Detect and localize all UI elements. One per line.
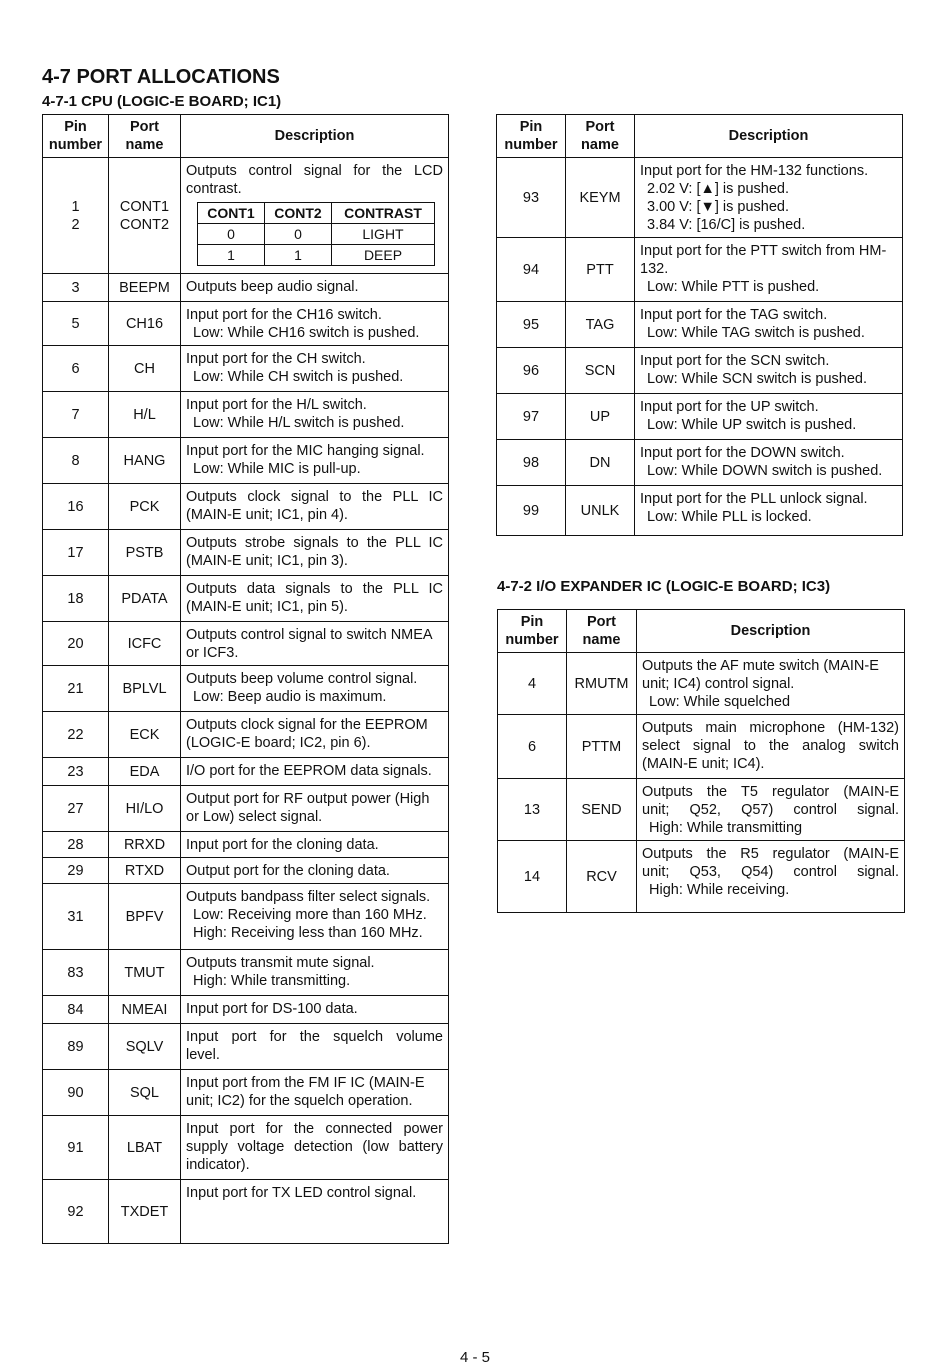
port-name-cell: UNLK <box>566 486 635 536</box>
port-name-header: Port name <box>567 610 637 653</box>
pin-number-cell: 21 <box>43 666 109 712</box>
description-cell: Outputs data signals to the PLL IC (MAIN-E unit; IC1, pin 5). <box>181 576 449 622</box>
contrast-header: CONT2 <box>265 203 332 224</box>
port-name-cell: HI/LO <box>109 786 181 832</box>
pin-number-cell: 6 <box>43 346 109 392</box>
port-name-cell: BPLVL <box>109 666 181 712</box>
pin-number-cell: 8 <box>43 438 109 484</box>
description-cell: Input port for the TAG switch. Low: While TAG switch is pushed. <box>635 302 903 348</box>
description-cell: Input port for the connected power supply voltage detection (low battery indicator). <box>181 1116 449 1180</box>
port-name-cell: SQL <box>109 1070 181 1116</box>
description-cell: Output port for the cloning data. <box>181 858 449 884</box>
description-cell: Input port for the HM-132 functions. 2.02 V: [▲] is pushed. 3.00 V: [▼] is pushed. 3.84 V: [16/C] is pushed. <box>635 158 903 238</box>
description-cell: Input port for the PTT switch from HM- 132. Low: While PTT is pushed. <box>635 238 903 302</box>
table-row <box>43 484 449 530</box>
table-row <box>498 841 905 913</box>
description-cell: Input port for the squelch volume level. <box>181 1024 449 1070</box>
port-name-cell: DN <box>566 440 635 486</box>
description-cell: Outputs the R5 regulator (MAIN-E unit; Q53, Q54) control signal. High: While receiving. <box>637 841 905 913</box>
table-row <box>43 858 449 884</box>
table-row <box>43 666 449 712</box>
pin-number-cell: 97 <box>497 394 566 440</box>
pin-number-cell: 92 <box>43 1180 109 1244</box>
table-row <box>498 779 905 841</box>
table-row <box>43 302 449 346</box>
table-row <box>497 238 903 302</box>
port-name-header: Port name <box>566 115 635 158</box>
contrast-cell: 0 <box>265 224 332 245</box>
description-cell: Outputs clock signal for the EEPROM (LOGIC-E board; IC2, pin 6). <box>181 712 449 758</box>
table-row <box>43 996 449 1024</box>
port-name-cell: SEND <box>567 779 637 841</box>
port-name-cell: CH <box>109 346 181 392</box>
contrast-cell: 0 <box>198 224 265 245</box>
pin-number-cell: 14 <box>498 841 567 913</box>
table-row <box>43 950 449 996</box>
description-cell: I/O port for the EEPROM data signals. <box>181 758 449 786</box>
port-name-cell: UP <box>566 394 635 440</box>
pin-number-cell: 3 <box>43 274 109 302</box>
page-heading: 4-7 PORT ALLOCATIONS <box>42 66 280 88</box>
pin-number-cell: 31 <box>43 884 109 950</box>
port-name-cell: H/L <box>109 392 181 438</box>
pin-number-cell: 6 <box>498 715 567 779</box>
cpu-port-table-continued <box>496 114 903 536</box>
table-row <box>43 1116 449 1180</box>
port-name-cell: HANG <box>109 438 181 484</box>
port-name-cell: SCN <box>566 348 635 394</box>
pin-number-header: Pin number <box>497 115 566 158</box>
description-cell: Outputs clock signal to the PLL IC (MAIN-E unit; IC1, pin 4). <box>181 484 449 530</box>
pin-number-cell: 1 2 <box>43 158 109 274</box>
pin-number-cell: 94 <box>497 238 566 302</box>
port-name-cell: TMUT <box>109 950 181 996</box>
port-name-cell: PCK <box>109 484 181 530</box>
description-cell: Output port for RF output power (High or Low) select signal. <box>181 786 449 832</box>
table-row <box>497 486 903 536</box>
pin-number-cell: 90 <box>43 1070 109 1116</box>
table-row <box>43 1024 449 1070</box>
table-row <box>497 158 903 238</box>
table-row <box>43 758 449 786</box>
description-cell: Outputs bandpass filter select signals. Low: Receiving more than 160 MHz. High: Receiving less than 160 MHz. <box>181 884 449 950</box>
pin-number-header: Pin number <box>43 115 109 158</box>
table-row <box>497 440 903 486</box>
contrast-header: CONTRAST <box>332 203 435 224</box>
description-header: Description <box>181 115 449 158</box>
table-row <box>43 1070 449 1116</box>
contrast-cell: DEEP <box>332 245 435 266</box>
port-name-cell: RTXD <box>109 858 181 884</box>
table-row <box>43 712 449 758</box>
cpu-port-table <box>42 114 449 1244</box>
pin-number-cell: 96 <box>497 348 566 394</box>
port-name-cell: PTT <box>566 238 635 302</box>
description-cell: Outputs the AF mute switch (MAIN-E unit; IC4) control signal. Low: While squelched <box>637 653 905 715</box>
pin-number-cell: 99 <box>497 486 566 536</box>
io-expander-table <box>497 609 905 913</box>
table-row <box>497 348 903 394</box>
table-row <box>43 622 449 666</box>
description-cell: Outputs beep volume control signal. Low: Beep audio is maximum. <box>181 666 449 712</box>
description-cell: Outputs beep audio signal. <box>181 274 449 302</box>
description-cell: Input port for the CH16 switch. Low: While CH16 switch is pushed. <box>181 302 449 346</box>
io-section-title: 4-7-2 I/O EXPANDER IC (LOGIC-E BOARD; IC3) <box>497 578 831 595</box>
pin-number-cell: 93 <box>497 158 566 238</box>
description-header: Description <box>635 115 903 158</box>
description-cell: Input port for the UP switch. Low: While UP switch is pushed. <box>635 394 903 440</box>
pin-number-cell: 28 <box>43 832 109 858</box>
pin-number-cell: 16 <box>43 484 109 530</box>
port-name-cell: SQLV <box>109 1024 181 1070</box>
port-name-cell: TAG <box>566 302 635 348</box>
port-name-cell: RRXD <box>109 832 181 858</box>
pin-number-cell: 95 <box>497 302 566 348</box>
description-cell: Input port for the CH switch. Low: While CH switch is pushed. <box>181 346 449 392</box>
table-row <box>498 653 905 715</box>
table-row <box>43 274 449 302</box>
description-cell: Outputs the T5 regulator (MAIN-E unit; Q52, Q57) control signal. High: While transmitting <box>637 779 905 841</box>
table-row <box>43 438 449 484</box>
pin-number-cell: 89 <box>43 1024 109 1070</box>
table-row <box>43 786 449 832</box>
description-cell: Outputs control signal to switch NMEA or ICF3. <box>181 622 449 666</box>
pin-number-cell: 4 <box>498 653 567 715</box>
port-name-cell: PSTB <box>109 530 181 576</box>
table-row <box>43 158 449 274</box>
description-header: Description <box>637 610 905 653</box>
description-cell: Outputs main microphone (HM-132) select signal to the analog switch (MAIN-E unit; IC4). <box>637 715 905 779</box>
description-cell: Input port for the cloning data. <box>181 832 449 858</box>
pin-number-header: Pin number <box>498 610 567 653</box>
pin-number-cell: 29 <box>43 858 109 884</box>
contrast-cell: LIGHT <box>332 224 435 245</box>
contrast-cell: 1 <box>198 245 265 266</box>
pin-number-cell: 13 <box>498 779 567 841</box>
port-name-cell: ICFC <box>109 622 181 666</box>
table-row <box>43 346 449 392</box>
port-name-cell: RCV <box>567 841 637 913</box>
pin-number-cell: 5 <box>43 302 109 346</box>
port-name-cell: BEEPM <box>109 274 181 302</box>
contrast-header: CONT1 <box>198 203 265 224</box>
pin-number-cell: 17 <box>43 530 109 576</box>
pin-number-cell: 91 <box>43 1116 109 1180</box>
table-row <box>43 530 449 576</box>
description-cell: Outputs strobe signals to the PLL IC (MAIN-E unit; IC1, pin 3). <box>181 530 449 576</box>
pin-number-cell: 83 <box>43 950 109 996</box>
description-cell: Input port for the DOWN switch. Low: While DOWN switch is pushed. <box>635 440 903 486</box>
description-cell: Input port for the SCN switch. Low: While SCN switch is pushed. <box>635 348 903 394</box>
port-name-cell: LBAT <box>109 1116 181 1180</box>
pin-number-cell: 22 <box>43 712 109 758</box>
contrast-table <box>197 202 435 266</box>
cpu-section-title: 4-7-1 CPU (LOGIC-E BOARD; IC1) <box>42 93 282 110</box>
table-row <box>43 392 449 438</box>
port-name-cell: KEYM <box>566 158 635 238</box>
pin-number-cell: 23 <box>43 758 109 786</box>
description-cell: Input port for the MIC hanging signal. Low: While MIC is pull-up. <box>181 438 449 484</box>
description-cell: Outputs transmit mute signal. High: While transmitting. <box>181 950 449 996</box>
table-row <box>43 884 449 950</box>
port-name-cell: PDATA <box>109 576 181 622</box>
description-cell: Input port for the PLL unlock signal. Low: While PLL is locked. <box>635 486 903 536</box>
pin-number-cell: 7 <box>43 392 109 438</box>
port-name-cell: ECK <box>109 712 181 758</box>
pin-number-cell: 18 <box>43 576 109 622</box>
table-row <box>497 302 903 348</box>
port-name-cell: TXDET <box>109 1180 181 1244</box>
pin-number-cell: 20 <box>43 622 109 666</box>
port-name-cell: CONT1 CONT2 <box>109 158 181 274</box>
table-row <box>43 1180 449 1244</box>
table-row <box>43 576 449 622</box>
table-row <box>43 832 449 858</box>
port-name-cell: BPFV <box>109 884 181 950</box>
description-cell: Input port for TX LED control signal. <box>181 1180 449 1244</box>
description-cell: Outputs control signal for the LCD contrast. CONT1 CONT2 CONTRAST 0 0 LIGHT 1 1 DEEP <box>181 158 449 274</box>
pin-number-cell: 98 <box>497 440 566 486</box>
port-name-cell: CH16 <box>109 302 181 346</box>
contrast-cell: 1 <box>265 245 332 266</box>
description-cell: Input port from the FM IF IC (MAIN-E unit; IC2) for the squelch operation. <box>181 1070 449 1116</box>
description-cell: Input port for DS-100 data. <box>181 996 449 1024</box>
table-row <box>497 394 903 440</box>
port-name-cell: RMUTM <box>567 653 637 715</box>
description-cell: Input port for the H/L switch. Low: While H/L switch is pushed. <box>181 392 449 438</box>
port-name-header: Port name <box>109 115 181 158</box>
pin-number-cell: 84 <box>43 996 109 1024</box>
page-number: 4 - 5 <box>459 1349 490 1366</box>
port-name-cell: EDA <box>109 758 181 786</box>
table-row <box>498 715 905 779</box>
port-name-cell: PTTM <box>567 715 637 779</box>
port-name-cell: NMEAI <box>109 996 181 1024</box>
pin-number-cell: 27 <box>43 786 109 832</box>
